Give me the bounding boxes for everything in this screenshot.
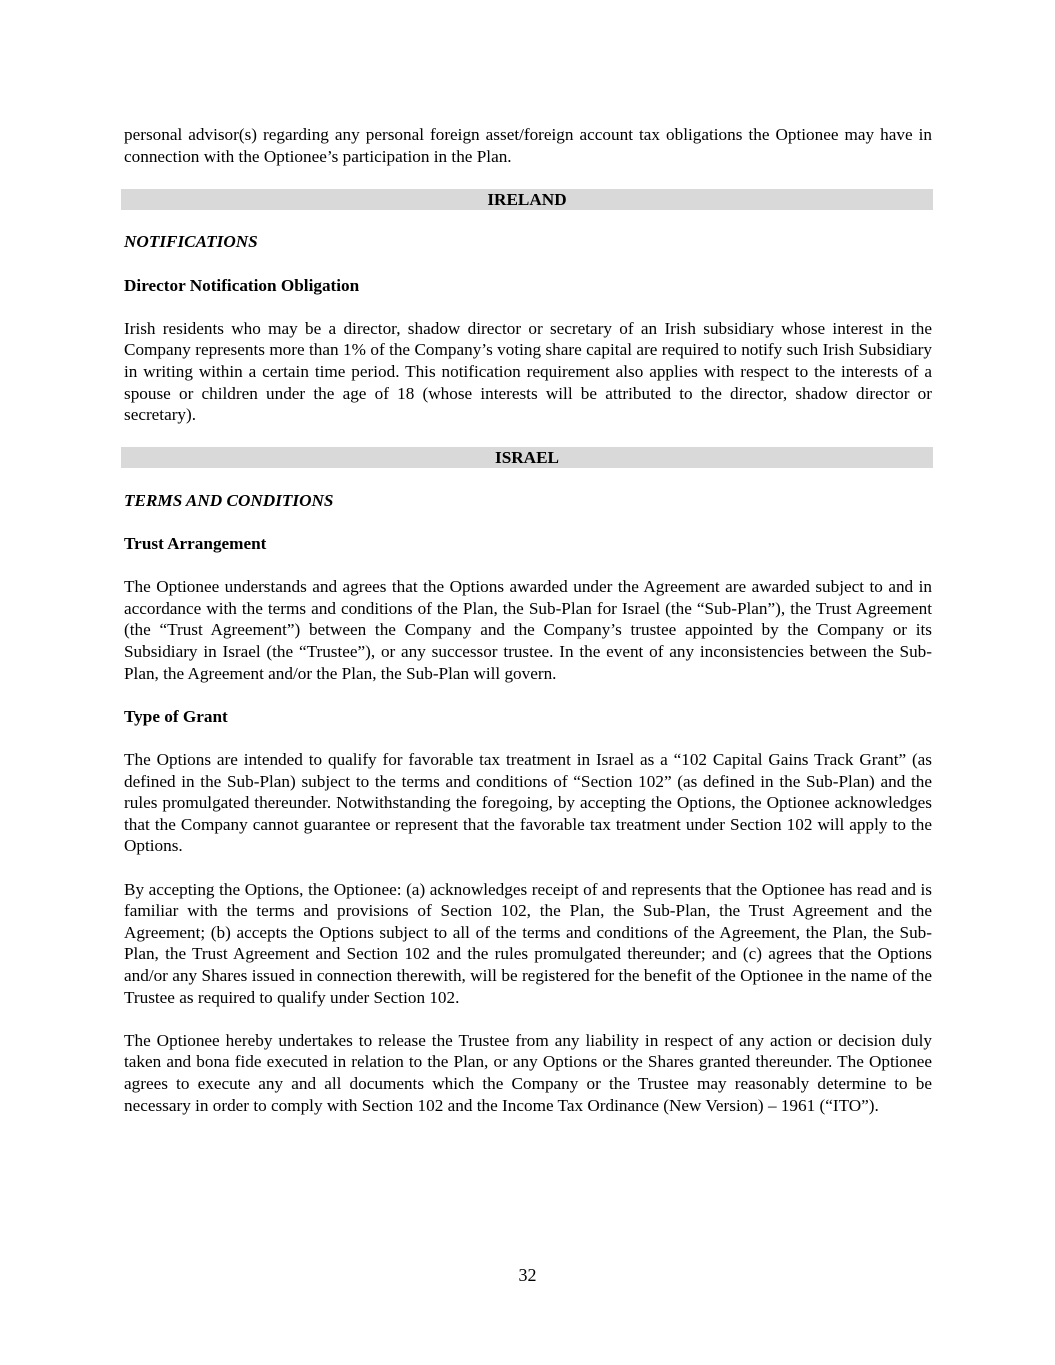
intro-paragraph: personal advisor(s) regarding any personal foreign asset/foreign account tax obligations the Optionee may have in connection with the Optionee’s participation in the Plan. — [124, 125, 932, 166]
ireland-paragraph: Irish residents who may be a director, shadow director or secretary of an Irish subsidiary whose interest in the Company represents more than 1% of the Company’s voting share capital are required to notify such Irish Subsidiary in writing within a certain time period. This notification requirement also applies with respect to the interests of a spouse or children under the age of 18 (whose interests will be attributed to the director, shadow director or secretary). — [124, 318, 932, 425]
type-of-grant-paragraph-1: The Options are intended to qualify for favorable tax treatment in Israel as a “102 Capital Gains Track Grant” (as defined in the Sub-Plan) subject to the terms and conditions of “Section 102” (as defined in the Sub-Plan) and the rules promulgated thereunder. Notwithstanding the foregoing, by accepting the Options, the Optionee acknowledges that the Company cannot guarantee or represent that the favorable tax treatment under Section 102 will apply to the Options. — [124, 750, 932, 856]
israel-band-title: ISRAEL — [495, 448, 559, 468]
israel-section-heading: TERMS AND CONDITIONS — [124, 490, 334, 510]
page-number: 32 — [518, 1265, 537, 1285]
ireland-section-heading: NOTIFICATIONS — [124, 232, 258, 252]
type-of-grant-paragraph-3: The Optionee hereby undertakes to release the Trustee from any liability in respect of any action or decision duly taken and bona fide executed in relation to the Plan, or any Options or the Shares granted thereunder. The Optionee agrees to execute any and all documents which the Company or the Trustee may reasonably determine to be necessary in order to comply with Section 102 and the Income Tax Ordinance (New Version) – 1961 (“ITO”). — [124, 1030, 932, 1115]
page-content — [124, 124, 932, 1138]
section-band-israel — [121, 447, 933, 468]
section-band-ireland — [121, 189, 933, 210]
ireland-subheading: Director Notification Obligation — [124, 275, 360, 295]
type-of-grant-paragraph-2: By accepting the Options, the Optionee: (a) acknowledges receipt of and represents that the Optionee has read and is familiar with the terms and provisions of Section 102, the Plan, the Sub-Plan, the Trust Agreement and the Agreement; (b) accepts the Options subject to all of the terms and conditions of the Agreement, the Plan, the Sub-Plan, the Trust Agreement and Section 102 and the rules promulgated thereunder; and (c) agrees that the Options and/or any Shares issued in connection therewith, will be registered for the benefit of the Optionee in the name of the Trustee as required to qualify under Section 102. — [124, 879, 932, 1007]
type-of-grant-heading: Type of Grant — [124, 706, 228, 726]
trust-arrangement-paragraph: The Optionee understands and agrees that the Options awarded under the Agreement are awarded subject to and in accordance with the terms and conditions of the Plan, the Sub-Plan for Israel (the “Sub-Plan”), the Trust Agreement (the “Trust Agreement”) between the Company and the Company’s trustee appointed by the Company or its Subsidiary in Israel (the “Trustee”), or any successor trustee. In the event of any inconsistencies between the Sub-Plan, the Agreement and/or the Plan, the Sub-Plan will govern. — [124, 577, 932, 683]
trust-arrangement-heading: Trust Arrangement — [124, 534, 267, 554]
ireland-band-title: IRELAND — [487, 189, 567, 209]
